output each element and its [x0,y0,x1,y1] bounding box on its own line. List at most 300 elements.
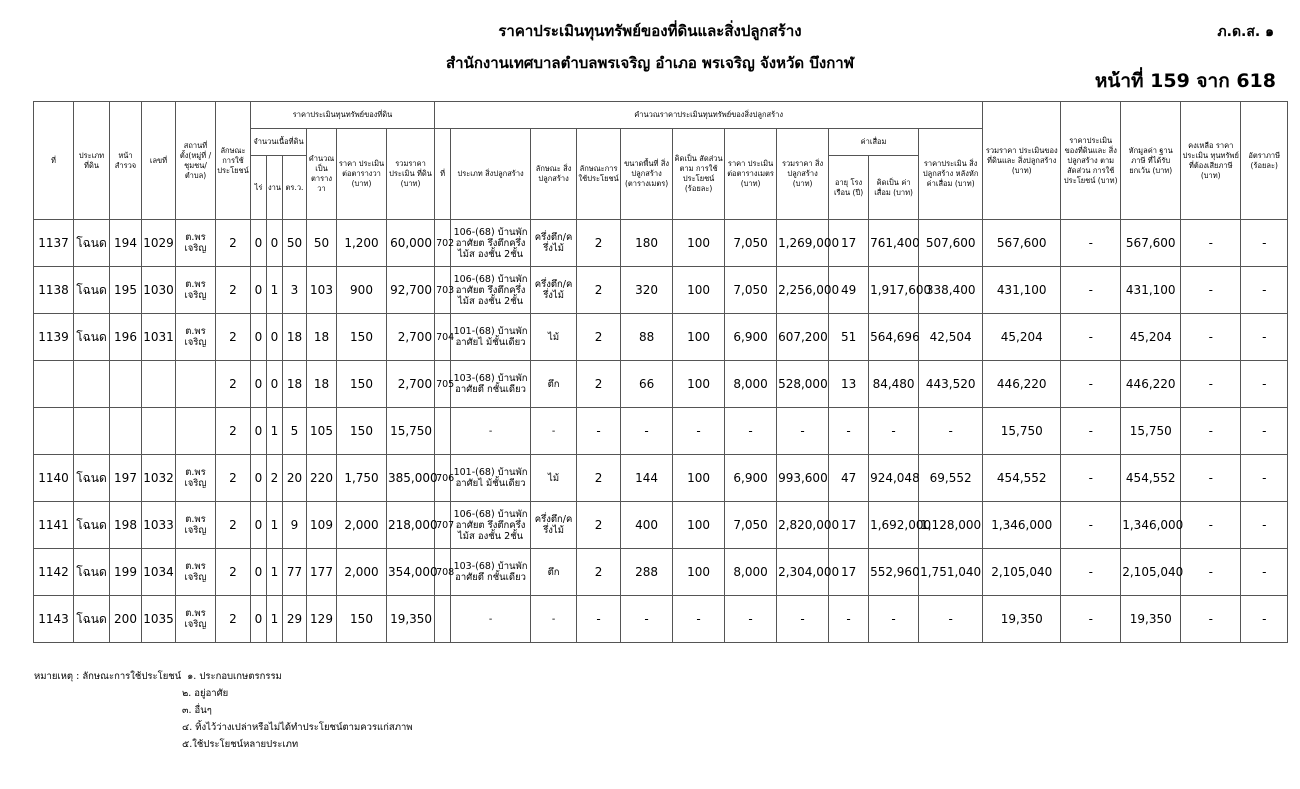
col-rate: อัตราภาษี (ร้อยละ) [1241,102,1288,220]
cell-b-usage: 2 [577,549,621,596]
cell-no: 1137 [34,220,74,267]
note-item: ๔. ทิ้งไว้ว่างเปล่าหรือไม่ได้ทำประโยชน์ตามควรแก่สภาพ [182,722,413,733]
cell-b-total: 2,304,000 [777,549,829,596]
cell-taxable: - [1181,502,1241,549]
cell-price-per-wa: 150 [337,408,387,455]
cell-doc-no: 1032 [142,455,176,502]
cell-b-usage: 2 [577,220,621,267]
cell-b-ratio: - [673,408,725,455]
cell-deduct: 431,100 [1121,267,1181,314]
cell-b-kind: ครึ่งตึก/ค รึ่งไม้ [531,267,577,314]
cell-b-kind: ครึ่งตึก/ค รึ่งไม้ [531,220,577,267]
group-building: คำนวณราคาประเมินทุนทรัพย์ของสิ่งปลูกสร้าง [435,102,983,129]
cell-b-price-sqm: 7,050 [725,502,777,549]
cell-b-ratio: 100 [673,220,725,267]
cell-wa: 18 [283,314,307,361]
col-ratio-value: ราคาประเมิน ของที่ดินและ สิ่งปลูกสร้าง ตามสัดส่วน การใช้ประโยชน์ (บาท) [1061,102,1121,220]
cell-survey: 196 [110,314,142,361]
table-body [34,220,1288,643]
cell-b-total: 2,820,000 [777,502,829,549]
cell-price-per-wa: 1,200 [337,220,387,267]
cell-age: - [829,408,869,455]
cell-b-area: 88 [621,314,673,361]
cell-survey [110,361,142,408]
cell-no [34,408,74,455]
cell-b-no: 702 [435,220,451,267]
col-depr-amount: คิดเป็น ค่าเสื่อม (บาท) [869,156,919,220]
cell-grand-total: 19,350 [983,596,1061,643]
cell-land-type: โฉนด [74,549,110,596]
cell-taxable: - [1181,455,1241,502]
table-row [34,455,1288,502]
cell-b-kind: ไม้ [531,455,577,502]
cell-usage: 2 [216,549,251,596]
col-wa: ตร.ว. [283,156,307,220]
cell-b-type: 101-(68) บ้านพักอาศัยไ ม้ชั้นเดียว [451,314,531,361]
cell-land-type: โฉนด [74,455,110,502]
col-no: ที่ [34,102,74,220]
col-b-total: รวมราคา สิ่งปลูกสร้าง (บาท) [777,129,829,220]
cell-b-no [435,408,451,455]
cell-doc-no: 1033 [142,502,176,549]
cell-price-per-wa: 150 [337,361,387,408]
cell-b-usage: 2 [577,502,621,549]
cell-after-depr: 507,600 [919,220,983,267]
col-land-total: รวมราคา ประเมิน ที่ดิน (บาท) [387,129,435,220]
cell-wa: 50 [283,220,307,267]
cell-b-kind: ตึก [531,361,577,408]
cell-sq-wa: 18 [307,361,337,408]
cell-b-no: 705 [435,361,451,408]
col-location: สถานที่ ตั้ง(หมู่ที่ /ชุมชน/ ตำบล) [176,102,216,220]
cell-price-per-wa: 150 [337,314,387,361]
cell-b-no: 703 [435,267,451,314]
cell-rate: - [1241,549,1288,596]
cell-b-kind: ตึก [531,549,577,596]
cell-deduct: 454,552 [1121,455,1181,502]
cell-b-total: 528,000 [777,361,829,408]
col-grand-total: รวมราคา ประเมินของ ที่ดินและ สิ่งปลูกสร้าง (บาท) [983,102,1061,220]
cell-b-ratio: 100 [673,361,725,408]
cell-no: 1142 [34,549,74,596]
col-b-area: ขนาดพื้นที่ สิ่งปลูกสร้าง (ตารางเมตร) [621,129,673,220]
cell-taxable: - [1181,361,1241,408]
cell-ngan: 0 [267,314,283,361]
cell-b-no: 708 [435,549,451,596]
cell-age: 13 [829,361,869,408]
cell-age: 17 [829,220,869,267]
cell-usage: 2 [216,361,251,408]
cell-survey: 197 [110,455,142,502]
cell-after-depr: - [919,408,983,455]
cell-b-no: 704 [435,314,451,361]
cell-location [176,408,216,455]
cell-deduct: 2,105,040 [1121,549,1181,596]
cell-b-total: 607,200 [777,314,829,361]
cell-ratio-value: - [1061,314,1121,361]
cell-rate: - [1241,361,1288,408]
cell-rai: 0 [251,314,267,361]
col-land-type: ประเภท ที่ดิน [74,102,110,220]
cell-b-type: 106-(68) บ้านพักอาศัยต รึงตึกครึ่งไม้ส องชั้น 2ชั้น [451,220,531,267]
table-row [34,549,1288,596]
cell-no: 1140 [34,455,74,502]
cell-ngan: 2 [267,455,283,502]
cell-depr-amount: - [869,596,919,643]
cell-rate: - [1241,314,1288,361]
cell-b-usage: - [577,408,621,455]
col-ngan: งาน [267,156,283,220]
cell-b-price-sqm: 8,000 [725,549,777,596]
cell-land-total: 15,750 [387,408,435,455]
cell-wa: 3 [283,267,307,314]
cell-location: ต.พร เจริญ [176,267,216,314]
group-area: จำนวนเนื้อที่ดิน [251,129,307,156]
cell-location [176,361,216,408]
cell-ratio-value: - [1061,408,1121,455]
table-row [34,596,1288,643]
cell-grand-total: 454,552 [983,455,1061,502]
cell-usage: 2 [216,220,251,267]
cell-b-usage: - [577,596,621,643]
cell-age: 47 [829,455,869,502]
cell-b-ratio: - [673,596,725,643]
cell-deduct: 1,346,000 [1121,502,1181,549]
assessment-table [33,101,1288,643]
cell-rai: 0 [251,455,267,502]
col-rai: ไร่ [251,156,267,220]
cell-land-total: 19,350 [387,596,435,643]
cell-rai: 0 [251,408,267,455]
cell-age: 49 [829,267,869,314]
cell-price-per-wa: 1,750 [337,455,387,502]
cell-b-type: - [451,408,531,455]
cell-price-per-wa: 2,000 [337,502,387,549]
cell-price-per-wa: 2,000 [337,549,387,596]
cell-no: 1143 [34,596,74,643]
cell-age: - [829,596,869,643]
notes-first-line [34,668,413,685]
cell-doc-no [142,408,176,455]
col-b-price-sqm: ราคา ประเมิน ต่อตารางเมตร (บาท) [725,129,777,220]
table-row [34,267,1288,314]
cell-b-kind: ไม้ [531,314,577,361]
cell-land-total: 2,700 [387,361,435,408]
cell-b-price-sqm: 8,000 [725,361,777,408]
cell-wa: 20 [283,455,307,502]
cell-depr-amount: 552,960 [869,549,919,596]
cell-b-type: 106-(68) บ้านพักอาศัยต รึงตึกครึ่งไม้ส องชั้น 2ชั้น [451,267,531,314]
cell-grand-total: 431,100 [983,267,1061,314]
cell-wa: 29 [283,596,307,643]
cell-usage: 2 [216,408,251,455]
cell-price-per-wa: 150 [337,596,387,643]
cell-b-price-sqm: - [725,596,777,643]
cell-sq-wa: 103 [307,267,337,314]
cell-doc-no: 1034 [142,549,176,596]
col-b-kind: ลักษณะ สิ่งปลูกสร้าง [531,129,577,220]
cell-taxable: - [1181,314,1241,361]
cell-after-depr: - [919,596,983,643]
cell-no: 1139 [34,314,74,361]
cell-doc-no: 1030 [142,267,176,314]
cell-land-type [74,361,110,408]
cell-land-total: 60,000 [387,220,435,267]
cell-b-usage: 2 [577,361,621,408]
cell-taxable: - [1181,549,1241,596]
note-item: ๑. ประกอบเกษตรกรรม [187,671,282,682]
cell-after-depr: 1,751,040 [919,549,983,596]
cell-b-area: - [621,408,673,455]
cell-b-area: 320 [621,267,673,314]
cell-depr-amount: 924,048 [869,455,919,502]
cell-rai: 0 [251,596,267,643]
col-sq-wa: คำนวณ เป็น ตารางวา [307,129,337,220]
cell-b-total: 2,256,000 [777,267,829,314]
cell-usage: 2 [216,267,251,314]
cell-usage: 2 [216,455,251,502]
office-name: สำนักงานเทศบาลตำบลพรเจริญ อำเภอ พรเจริญ จังหวัด บึงกาฬ [446,54,854,72]
cell-land-type: โฉนด [74,596,110,643]
cell-grand-total: 446,220 [983,361,1061,408]
cell-sq-wa: 109 [307,502,337,549]
cell-depr-amount: 564,696 [869,314,919,361]
cell-after-depr: 1,128,000 [919,502,983,549]
cell-no: 1138 [34,267,74,314]
cell-b-kind: - [531,596,577,643]
document-title: ราคาประเมินทุนทรัพย์ของที่ดินและสิ่งปลูกสร้าง [498,22,802,40]
cell-ngan: 1 [267,596,283,643]
col-taxable: คงเหลือ ราคาประเมิน ทุนทรัพย์ ที่ต้องเสียภาษี (บาท) [1181,102,1241,220]
cell-b-usage: 2 [577,455,621,502]
cell-b-area: 288 [621,549,673,596]
cell-b-ratio: 100 [673,267,725,314]
cell-ngan: 1 [267,549,283,596]
table-row [34,502,1288,549]
cell-rate: - [1241,267,1288,314]
cell-rai: 0 [251,267,267,314]
cell-wa: 5 [283,408,307,455]
cell-rai: 0 [251,361,267,408]
cell-sq-wa: 50 [307,220,337,267]
col-b-type: ประเภท สิ่งปลูกสร้าง [451,129,531,220]
form-code: ภ.ด.ส. ๑ [1217,24,1274,40]
cell-deduct: 19,350 [1121,596,1181,643]
cell-usage: 2 [216,314,251,361]
cell-deduct: 567,600 [1121,220,1181,267]
cell-sq-wa: 177 [307,549,337,596]
cell-ratio-value: - [1061,267,1121,314]
cell-survey [110,408,142,455]
cell-sq-wa: 18 [307,314,337,361]
col-b-usage: ลักษณะการ ใช้ประโยชน์ [577,129,621,220]
cell-ngan: 1 [267,408,283,455]
cell-b-no [435,596,451,643]
cell-depr-amount: 84,480 [869,361,919,408]
cell-b-kind: - [531,408,577,455]
cell-sq-wa: 220 [307,455,337,502]
cell-no [34,361,74,408]
cell-land-type: โฉนด [74,314,110,361]
cell-b-price-sqm: 6,900 [725,455,777,502]
cell-b-ratio: 100 [673,549,725,596]
cell-doc-no: 1031 [142,314,176,361]
cell-land-total: 385,000 [387,455,435,502]
page-number: หน้าที่ 159 จาก 618 [1094,70,1276,92]
cell-grand-total: 45,204 [983,314,1061,361]
cell-b-usage: 2 [577,314,621,361]
cell-deduct: 446,220 [1121,361,1181,408]
cell-depr-amount: 1,692,000 [869,502,919,549]
cell-deduct: 15,750 [1121,408,1181,455]
cell-doc-no [142,361,176,408]
cell-b-total: - [777,596,829,643]
cell-price-per-wa: 900 [337,267,387,314]
cell-b-ratio: 100 [673,455,725,502]
note-item: ๒. อยู่อาศัย [182,688,229,699]
cell-rai: 0 [251,220,267,267]
cell-ngan: 1 [267,267,283,314]
group-land: ราคาประเมินทุนทรัพย์ของที่ดิน [251,102,435,129]
cell-ngan: 1 [267,502,283,549]
cell-after-depr: 338,400 [919,267,983,314]
cell-location: ต.พร เจริญ [176,314,216,361]
cell-depr-amount: 761,400 [869,220,919,267]
cell-sq-wa: 105 [307,408,337,455]
cell-b-price-sqm: - [725,408,777,455]
cell-depr-amount: 1,917,600 [869,267,919,314]
cell-rai: 0 [251,502,267,549]
cell-b-total: 1,269,000 [777,220,829,267]
cell-land-type [74,408,110,455]
cell-land-total: 218,000 [387,502,435,549]
cell-b-area: 180 [621,220,673,267]
cell-ratio-value: - [1061,502,1121,549]
cell-grand-total: 567,600 [983,220,1061,267]
cell-taxable: - [1181,408,1241,455]
cell-ratio-value: - [1061,361,1121,408]
cell-b-no: 706 [435,455,451,502]
cell-taxable: - [1181,220,1241,267]
cell-depr-amount: - [869,408,919,455]
cell-ratio-value: - [1061,455,1121,502]
cell-survey: 199 [110,549,142,596]
cell-b-ratio: 100 [673,314,725,361]
cell-b-type: - [451,596,531,643]
col-b-no: ที่ [435,129,451,220]
cell-b-no: 707 [435,502,451,549]
cell-age: 17 [829,549,869,596]
cell-b-type: 103-(68) บ้านพักอาศัยตึ กชั้นเดียว [451,549,531,596]
col-after-depr: ราคาประเมิน สิ่งปลูกสร้าง หลังหัก ค่าเสื่อม (บาท) [919,129,983,220]
cell-b-area: 144 [621,455,673,502]
cell-ratio-value: - [1061,549,1121,596]
cell-location: ต.พร เจริญ [176,502,216,549]
col-price-per-wa: ราคา ประเมิน ต่อตารางวา (บาท) [337,129,387,220]
cell-doc-no: 1035 [142,596,176,643]
cell-b-type: 101-(68) บ้านพักอาศัยไ ม้ชั้นเดียว [451,455,531,502]
cell-rai: 0 [251,549,267,596]
cell-taxable: - [1181,267,1241,314]
cell-land-total: 2,700 [387,314,435,361]
cell-b-area: - [621,596,673,643]
cell-land-type: โฉนด [74,502,110,549]
cell-after-depr: 443,520 [919,361,983,408]
cell-ngan: 0 [267,220,283,267]
cell-b-price-sqm: 7,050 [725,267,777,314]
cell-wa: 77 [283,549,307,596]
table-row [34,220,1288,267]
cell-location: ต.พร เจริญ [176,549,216,596]
cell-survey: 200 [110,596,142,643]
cell-b-kind: ครึ่งตึก/ค รึ่งไม้ [531,502,577,549]
cell-land-total: 354,000 [387,549,435,596]
cell-survey: 198 [110,502,142,549]
cell-location: ต.พร เจริญ [176,596,216,643]
note-item: ๕.ใช้ประโยชน์หลายประเภท [182,739,299,750]
cell-land-total: 92,700 [387,267,435,314]
cell-no: 1141 [34,502,74,549]
cell-land-type: โฉนด [74,267,110,314]
cell-survey: 194 [110,220,142,267]
cell-rate: - [1241,596,1288,643]
col-deduct: หักมูลค่า ฐานภาษี ที่ได้รับ ยกเว้น (บาท) [1121,102,1181,220]
cell-grand-total: 1,346,000 [983,502,1061,549]
cell-age: 17 [829,502,869,549]
cell-b-type: 106-(68) บ้านพักอาศัยต รึงตึกครึ่งไม้ส องชั้น 2ชั้น [451,502,531,549]
cell-rate: - [1241,408,1288,455]
cell-ratio-value: - [1061,596,1121,643]
col-b-ratio: คิดเป็น สัดส่วนตาม การใช้ ประโยชน์ (ร้อยละ) [673,129,725,220]
cell-b-type: 103-(68) บ้านพักอาศัยตึ กชั้นเดียว [451,361,531,408]
col-survey: หน้า สำรวจ [110,102,142,220]
cell-b-ratio: 100 [673,502,725,549]
cell-land-type: โฉนด [74,220,110,267]
cell-b-total: - [777,408,829,455]
notes [34,668,413,753]
cell-location: ต.พร เจริญ [176,455,216,502]
cell-deduct: 45,204 [1121,314,1181,361]
cell-usage: 2 [216,502,251,549]
cell-wa: 9 [283,502,307,549]
cell-usage: 2 [216,596,251,643]
cell-b-total: 993,600 [777,455,829,502]
cell-rate: - [1241,455,1288,502]
note-item: ๓. อื่นๆ [182,705,212,716]
cell-after-depr: 69,552 [919,455,983,502]
cell-after-depr: 42,504 [919,314,983,361]
col-doc-no: เลขที่ [142,102,176,220]
cell-taxable: - [1181,596,1241,643]
cell-b-price-sqm: 7,050 [725,220,777,267]
cell-age: 51 [829,314,869,361]
cell-grand-total: 15,750 [983,408,1061,455]
notes-label: หมายเหตุ : ลักษณะการใช้ประโยชน์ [34,671,182,682]
table-row [34,361,1288,408]
table-row [34,408,1288,455]
cell-rate: - [1241,502,1288,549]
cell-doc-no: 1029 [142,220,176,267]
cell-sq-wa: 129 [307,596,337,643]
col-usage: ลักษณะ การใช้ ประโยชน์ [216,102,251,220]
cell-wa: 18 [283,361,307,408]
cell-b-usage: 2 [577,267,621,314]
col-age: อายุ โรงเรือน (ปี) [829,156,869,220]
cell-grand-total: 2,105,040 [983,549,1061,596]
cell-rate: - [1241,220,1288,267]
cell-b-price-sqm: 6,900 [725,314,777,361]
cell-ngan: 0 [267,361,283,408]
